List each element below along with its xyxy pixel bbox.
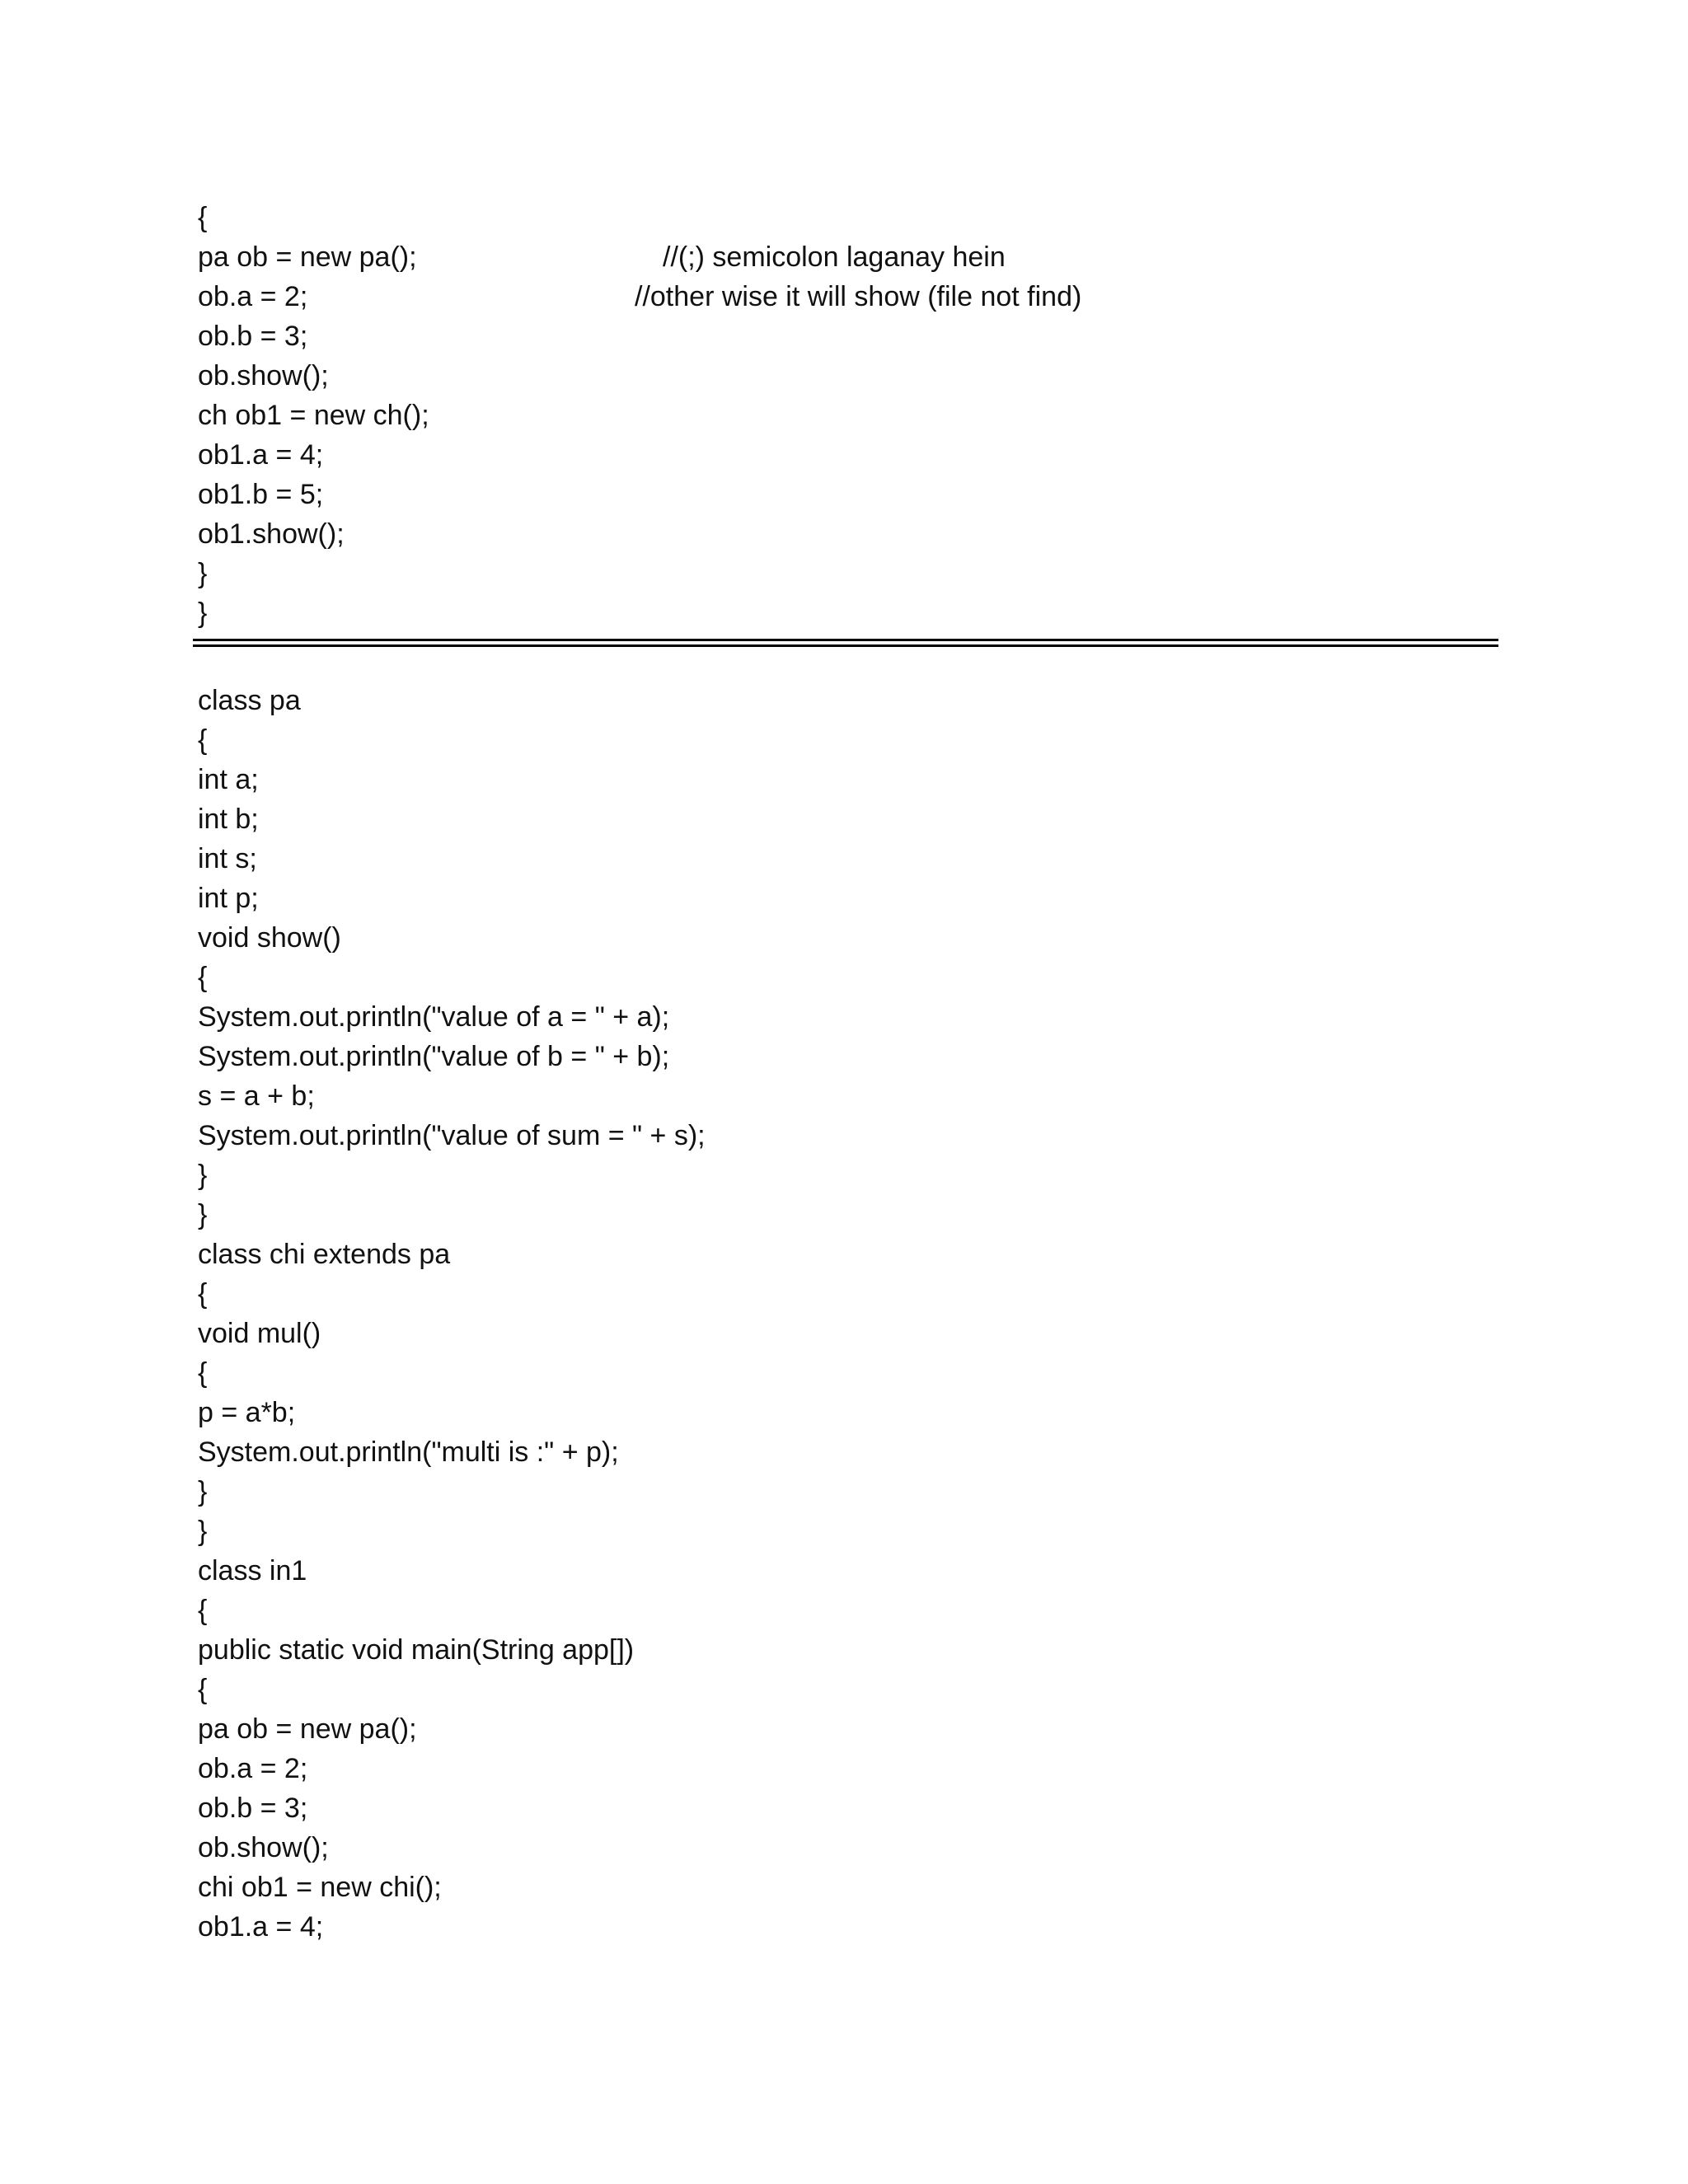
code-line: chi ob1 = new chi();	[198, 1872, 442, 1903]
code-line: {	[198, 1674, 208, 1705]
code-line: class pa	[198, 685, 301, 716]
code-line: ob.show();	[198, 1832, 329, 1863]
code-line: }	[198, 1476, 208, 1507]
code-line: {	[198, 202, 208, 233]
code-line: }	[198, 598, 208, 629]
code-comment: //other wise it will show (file not find)	[635, 281, 1082, 312]
section-divider	[193, 639, 1498, 641]
code-line: ob.b = 3;	[198, 1793, 308, 1824]
code-line: ob1.a = 4;	[198, 1911, 324, 1943]
code-line: }	[198, 558, 208, 589]
code-line: p = a*b;	[198, 1397, 296, 1428]
code-line: pa ob = new pa();	[198, 241, 417, 273]
code-line: ob.show();	[198, 360, 329, 391]
code-line: {	[198, 1278, 208, 1310]
code-line: ch ob1 = new ch();	[198, 400, 429, 431]
code-line: System.out.println("multi is :" + p);	[198, 1436, 619, 1468]
code-line: s = a + b;	[198, 1080, 315, 1112]
code-line: class in1	[198, 1555, 307, 1586]
code-line: ob.b = 3;	[198, 321, 308, 352]
code-line: System.out.println("value of a = " + a);	[198, 1001, 670, 1033]
code-line: int s;	[198, 843, 257, 874]
code-line: int a;	[198, 764, 259, 795]
code-line: }	[198, 1160, 208, 1191]
code-line: ob1.a = 4;	[198, 439, 324, 471]
code-line: ob1.b = 5;	[198, 479, 324, 510]
section-divider	[193, 644, 1498, 647]
code-line: int p;	[198, 883, 259, 914]
code-line: System.out.println("value of b = " + b);	[198, 1041, 670, 1072]
code-line: public static void main(String app[])	[198, 1634, 635, 1666]
code-line: {	[198, 724, 208, 756]
code-line: void mul()	[198, 1318, 321, 1349]
code-line: }	[198, 1199, 208, 1230]
code-line: ob.a = 2;	[198, 281, 308, 312]
code-line: class chi extends pa	[198, 1239, 451, 1270]
code-line: {	[198, 1595, 208, 1626]
code-comment: //(;) semicolon laganay hein	[663, 241, 1006, 273]
code-line: void show()	[198, 922, 341, 954]
code-line: ob.a = 2;	[198, 1753, 308, 1784]
code-line: ob1.show();	[198, 518, 345, 550]
code-line: {	[198, 1357, 208, 1389]
code-line: {	[198, 962, 208, 993]
code-line: int b;	[198, 804, 259, 835]
code-line: pa ob = new pa();	[198, 1713, 417, 1745]
code-line: }	[198, 1516, 208, 1547]
code-line: System.out.println("value of sum = " + s);	[198, 1120, 706, 1151]
